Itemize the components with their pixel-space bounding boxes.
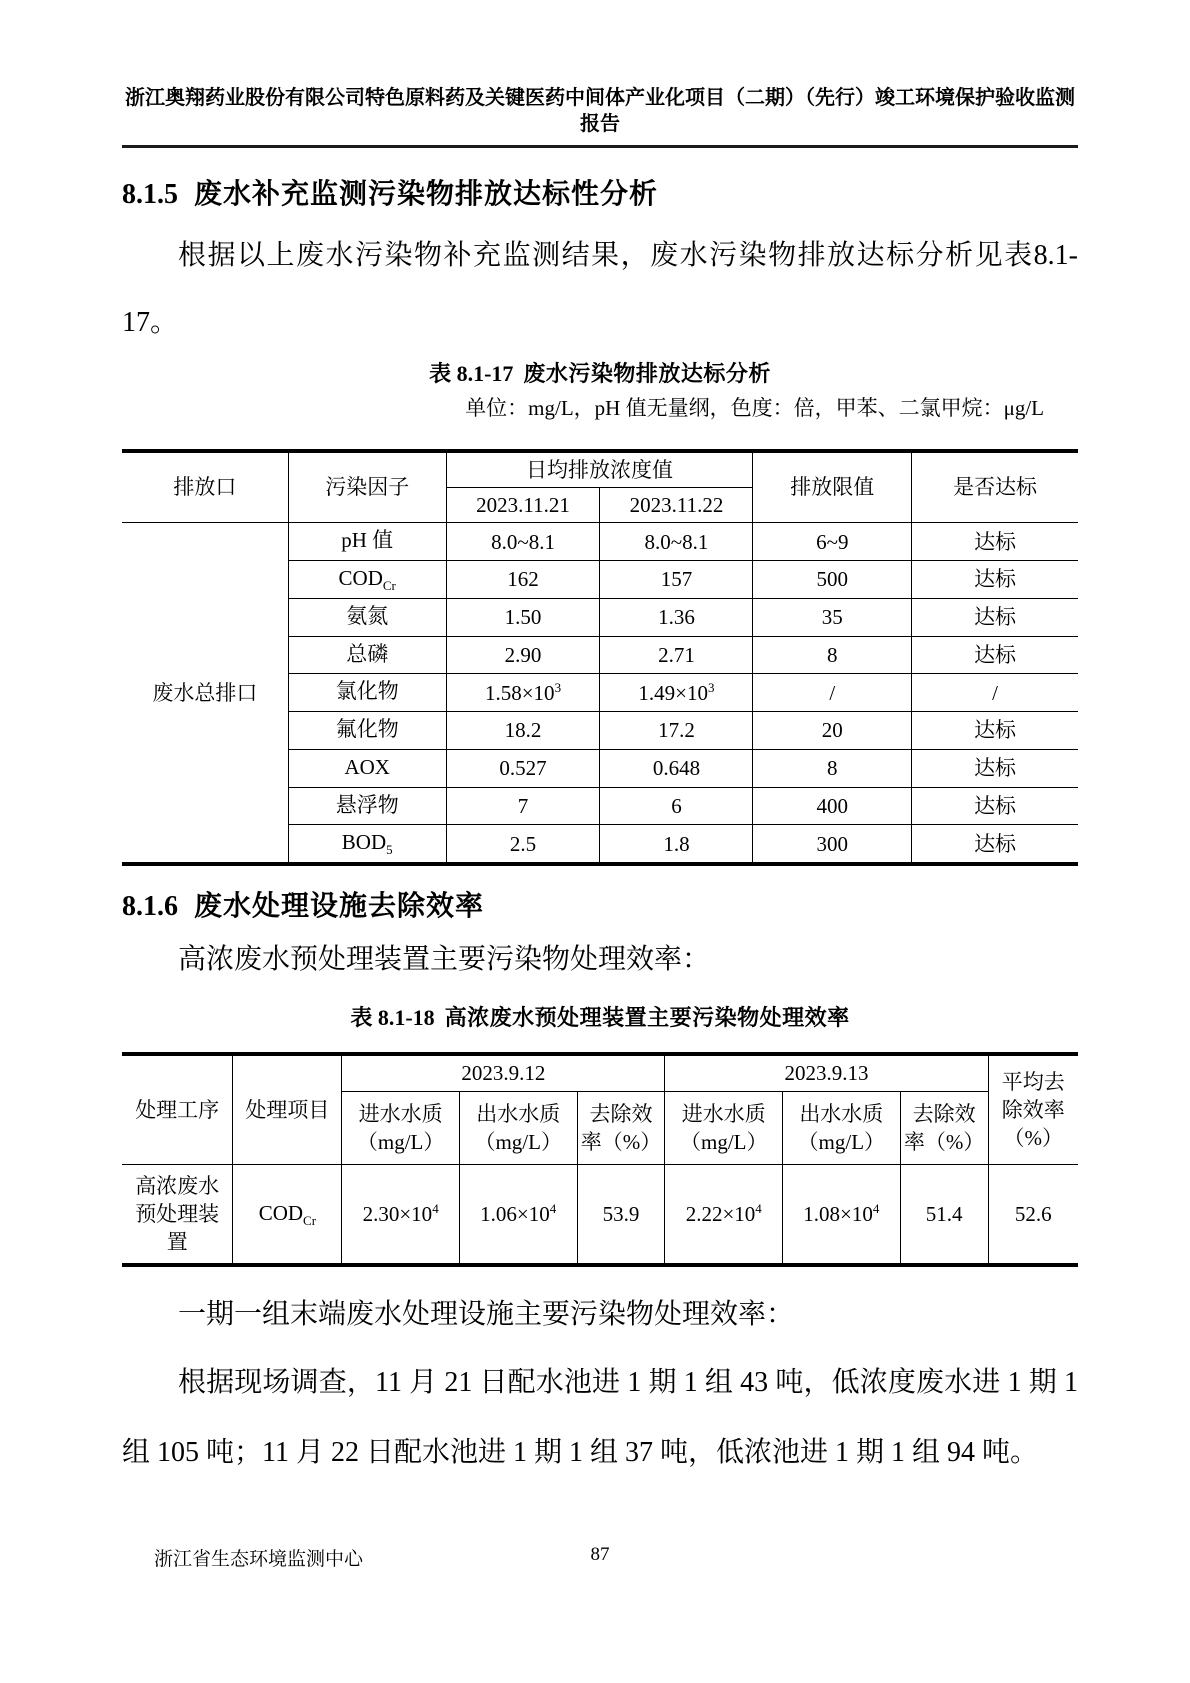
limit-cell: 500: [753, 561, 912, 599]
section-816-paragraph-3: 根据现场调查，11 月 21 日配水池进 1 期 1 组 43 吨，低浓度废水进 1 期 1 组 105 吨；11 月 22 日配水池进 1 期 1 组 37 吨，低浓池进 1 期 1 组 94 吨。: [122, 1366, 1078, 1468]
limit-cell: 35: [753, 598, 912, 636]
status-cell: 达标: [912, 825, 1078, 864]
section-815-heading: [122, 174, 1078, 214]
col-header-factor: 污染因子: [288, 451, 446, 523]
value-cell: 1.50: [446, 598, 600, 636]
col-header-effluent-2: 出水水质 （mg/L）: [783, 1091, 901, 1165]
col-header-influent-1: 进水水质 （mg/L）: [342, 1091, 460, 1165]
status-cell: 达标: [912, 598, 1078, 636]
value-cell: 7: [446, 787, 600, 825]
col-header-influent-2: 进水水质 （mg/L）: [665, 1091, 783, 1165]
value-cell: 6: [600, 787, 753, 825]
wastewater-compliance-table: [122, 449, 1078, 866]
limit-cell: 6~9: [753, 523, 912, 561]
col-header-limit: 排放限值: [753, 451, 912, 523]
status-cell: 达标: [912, 636, 1078, 674]
effluent-value-cell: $1.06\times 10^4$: [459, 1165, 577, 1265]
status-cell: 达标: [912, 712, 1078, 750]
table2-caption-title: 高浓废水预处理装置主要污染物处理效率: [444, 1005, 850, 1031]
factor-cell: 氯化物: [288, 674, 446, 712]
heading-title: 废水处理设施去除效率: [194, 890, 485, 922]
section-816-paragraph-1: 高浓废水预处理装置主要污染物处理效率：: [178, 944, 711, 976]
value-cell: 0.648: [600, 749, 753, 787]
value-cell: 0.527: [446, 749, 600, 787]
col-header-effluent-1: 出水水质 （mg/L）: [459, 1091, 577, 1165]
col-header-date1: 2023.9.12: [342, 1054, 665, 1091]
table-row: [122, 1165, 1078, 1265]
outlet-cell: 废水总排口: [122, 523, 288, 864]
col-header-date2: 2023.9.13: [665, 1054, 988, 1091]
value-cell: $1.58\times 10^3$: [446, 674, 600, 712]
value-cell: 2.71: [600, 636, 753, 674]
table1-header-row-1: [122, 451, 1078, 488]
table1-caption-number: 表 8.1-17: [429, 360, 514, 386]
value-cell: 8.0~8.1: [600, 523, 753, 561]
page-footer: [122, 1544, 1078, 1571]
status-cell: 达标: [912, 787, 1078, 825]
factor-cell: pH 值: [288, 523, 446, 561]
col-header-removal-1: 去除效 率（%）: [577, 1091, 665, 1165]
factor-cell: AOX: [288, 749, 446, 787]
col-header-date1: 2023.11.21: [446, 488, 600, 523]
removal-value-cell: 51.4: [900, 1165, 988, 1265]
table2-caption-number: 表 8.1-18: [350, 1005, 435, 1031]
avg-removal-value-cell: 52.6: [988, 1165, 1078, 1265]
table2-header-row-1: [122, 1054, 1078, 1091]
influent-value-cell: $2.22\times 10^4$: [665, 1165, 783, 1265]
table2-caption: [122, 1003, 1078, 1034]
heading-number: 8.1.6: [122, 891, 178, 923]
doc-header: [122, 85, 1078, 148]
col-header-process: 处理工序: [122, 1054, 233, 1165]
footer-page-number: 87: [590, 1544, 610, 1565]
factor-cell: 氨氮: [288, 598, 446, 636]
table1-caption: [122, 359, 1078, 390]
table-row: [122, 523, 1078, 561]
doc-header-text: 浙江奥翔药业股份有限公司特色原料药及关键医药中间体产业化项目（二期）（先行）竣工环境保护验收监测报告: [125, 87, 1075, 135]
limit-cell: /: [753, 674, 912, 712]
status-cell: 达标: [912, 749, 1078, 787]
section-815-paragraph: 根据以上废水污染物补充监测结果，废水污染物排放达标分析见表8.1-17。: [122, 240, 1078, 339]
value-cell: 2.90: [446, 636, 600, 674]
factor-cell: $BOD_5$: [288, 825, 446, 864]
value-cell: 8.0~8.1: [446, 523, 600, 561]
factor-cell: 总磷: [288, 636, 446, 674]
value-cell: 2.5: [446, 825, 600, 864]
col-header-removal-2: 去除效 率（%）: [900, 1091, 988, 1165]
removal-value-cell: 53.9: [577, 1165, 665, 1265]
col-header-status: 是否达标: [912, 451, 1078, 523]
value-cell: 162: [446, 561, 600, 599]
col-header-outlet: 排放口: [122, 451, 288, 523]
table1-unit-note: 单位：mg/L，pH 值无量纲，色度：倍，甲苯、二氯甲烷：μg/L: [465, 396, 1044, 421]
limit-cell: 8: [753, 636, 912, 674]
limit-cell: 20: [753, 712, 912, 750]
heading-title: 废水补充监测污染物排放达标性分析: [194, 178, 659, 209]
value-cell: $1.49\times 10^3$: [600, 674, 753, 712]
footer-organization: 浙江省生态环境监测中心: [154, 1549, 364, 1570]
effluent-value-cell: $1.08\times 10^4$: [783, 1165, 901, 1265]
limit-cell: 400: [753, 787, 912, 825]
treatment-efficiency-table: [122, 1052, 1078, 1267]
influent-value-cell: $2.30\times 10^4$: [342, 1165, 460, 1265]
item-cell: $COD_{Cr}$: [233, 1165, 342, 1265]
limit-cell: 300: [753, 825, 912, 864]
status-cell: 达标: [912, 523, 1078, 561]
factor-cell: $COD_{Cr}$: [288, 561, 446, 599]
value-cell: 1.36: [600, 598, 753, 636]
status-cell: /: [912, 674, 1078, 712]
col-header-avg-removal: 平均去 除效率 （%）: [988, 1054, 1078, 1165]
col-header-date2: 2023.11.22: [600, 488, 753, 523]
col-header-item: 处理项目: [233, 1054, 342, 1165]
value-cell: 18.2: [446, 712, 600, 750]
value-cell: 1.8: [600, 825, 753, 864]
col-header-daily-avg: 日均排放浓度值: [446, 451, 753, 488]
heading-number: 8.1.5: [122, 179, 178, 210]
value-cell: 17.2: [600, 712, 753, 750]
factor-cell: 氟化物: [288, 712, 446, 750]
factor-cell: 悬浮物: [288, 787, 446, 825]
section-816-heading: [122, 886, 1078, 926]
process-cell: 高浓废水预处理装置: [122, 1165, 233, 1265]
value-cell: 157: [600, 561, 753, 599]
table1-caption-title: 废水污染物排放达标分析: [523, 360, 771, 386]
limit-cell: 8: [753, 749, 912, 787]
section-816-paragraph-2: 一期一组末端废水处理设施主要污染物处理效率：: [178, 1298, 795, 1330]
status-cell: 达标: [912, 561, 1078, 599]
